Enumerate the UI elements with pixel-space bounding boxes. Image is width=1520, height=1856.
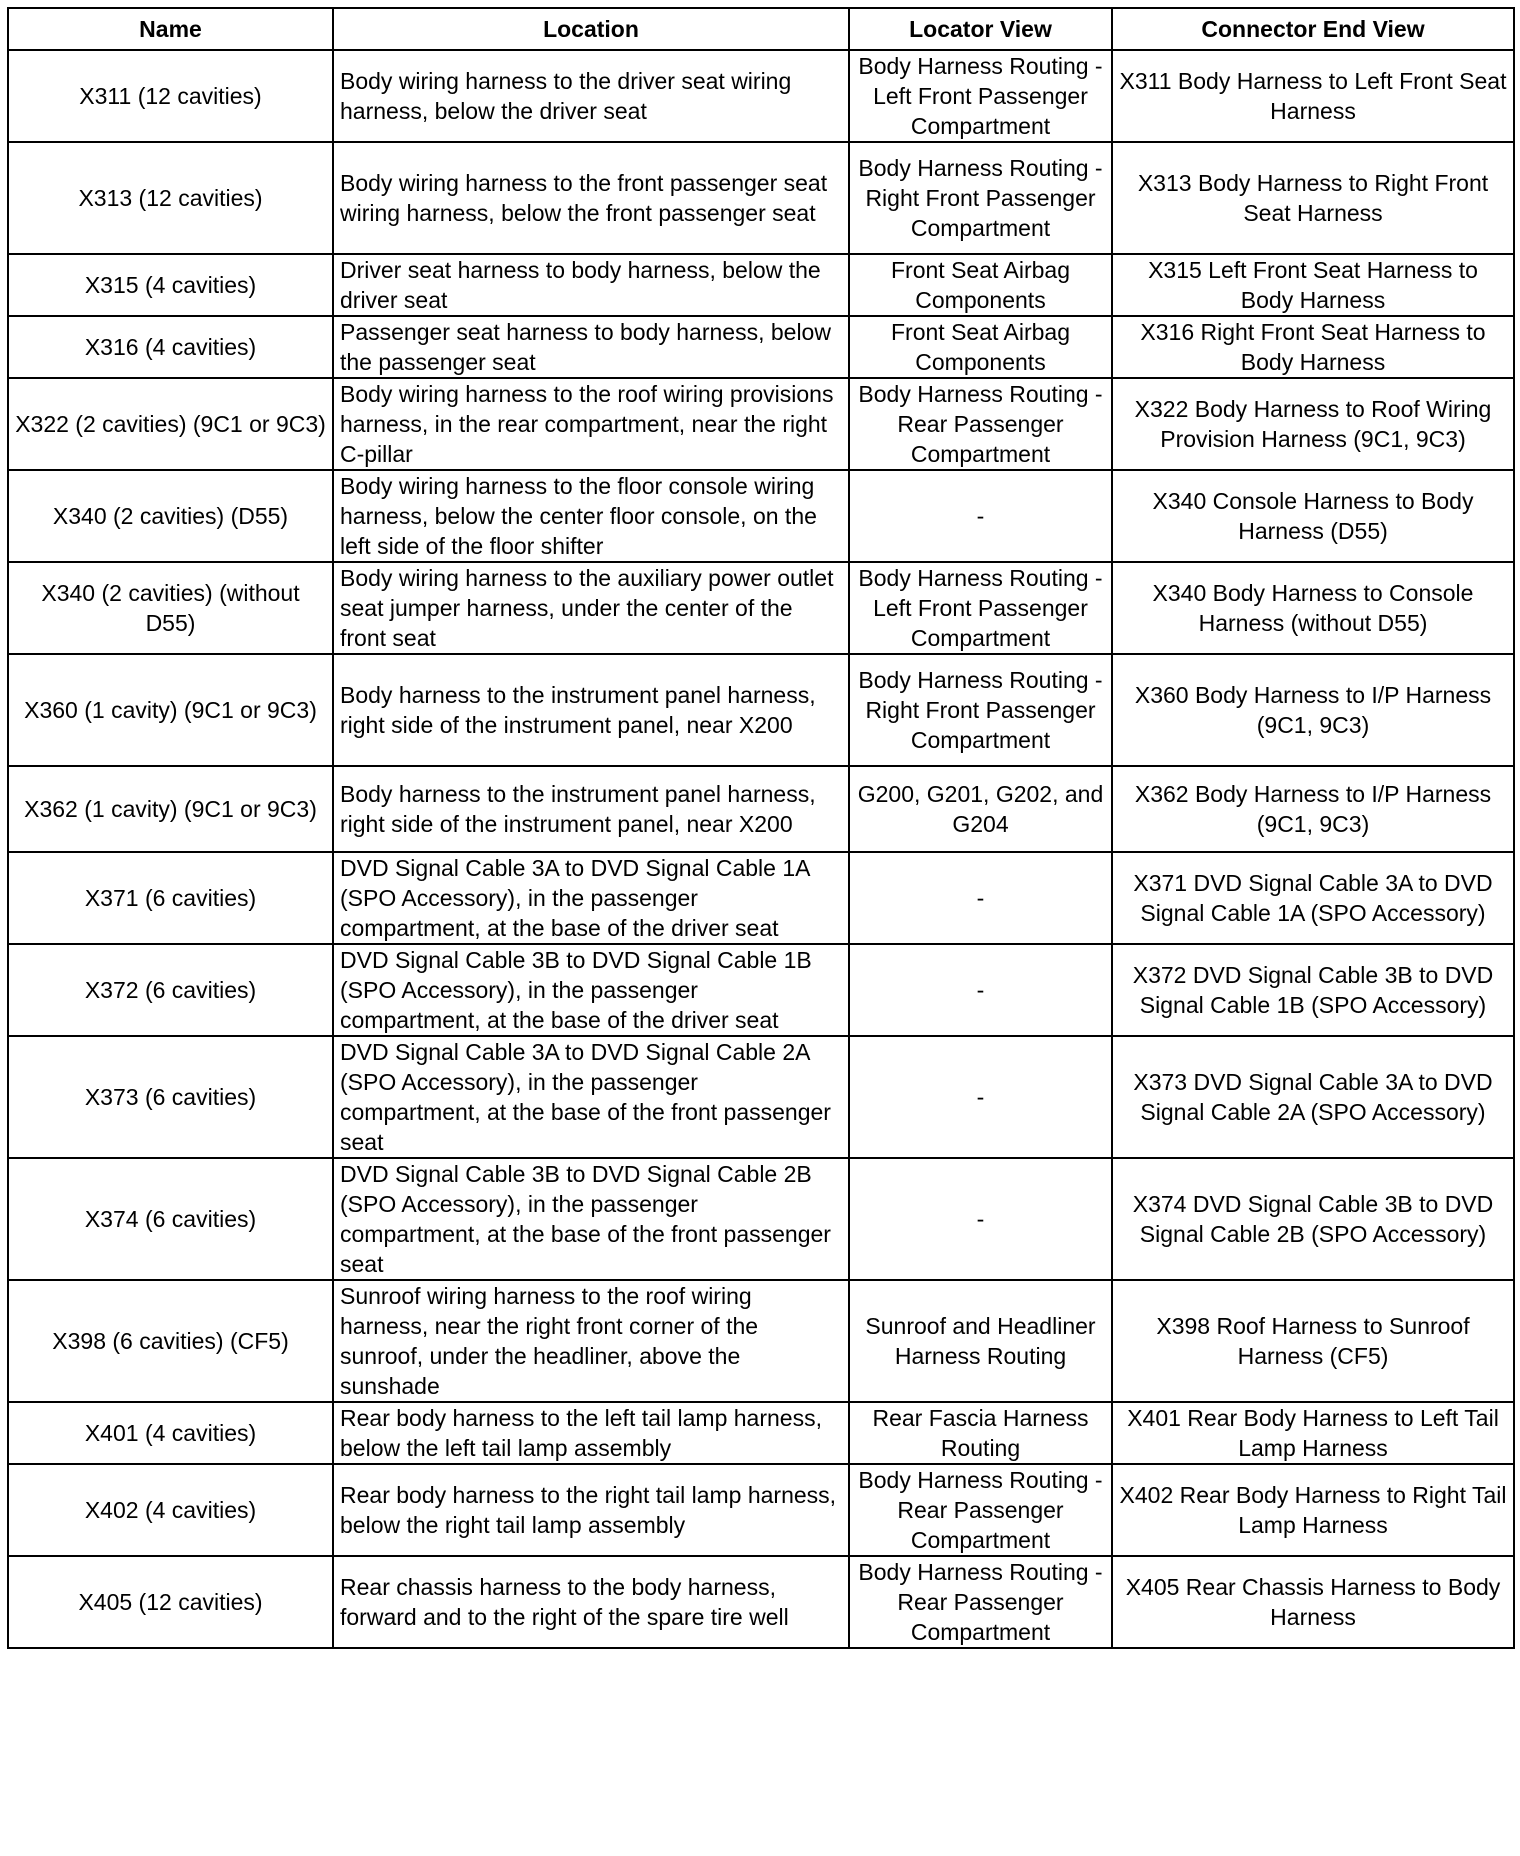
cell-connector-end-view: X313 Body Harness to Right Front Seat Harness <box>1112 142 1514 254</box>
table-row <box>8 254 1514 316</box>
cell-locator-view: Body Harness Routing - Right Front Passenger Compartment <box>849 142 1112 254</box>
connector-table-document <box>7 7 1515 1649</box>
cell-locator-view: - <box>849 470 1112 562</box>
cell-connector-end-view: X374 DVD Signal Cable 3B to DVD Signal Cable 2B (SPO Accessory) <box>1112 1158 1514 1280</box>
cell-location: Passenger seat harness to body harness, below the passenger seat <box>333 316 849 378</box>
cell-name: X372 (6 cavities) <box>8 944 333 1036</box>
cell-location: Body wiring harness to the roof wiring provisions harness, in the rear compartment, near the right C-pillar <box>333 378 849 470</box>
cell-location: DVD Signal Cable 3A to DVD Signal Cable 2A (SPO Accessory), in the passenger compartment, at the base of the front passenger seat <box>333 1036 849 1158</box>
cell-location: Body wiring harness to the floor console wiring harness, below the center floor console, on the left side of the floor shifter <box>333 470 849 562</box>
table-row <box>8 470 1514 562</box>
cell-connector-end-view: X372 DVD Signal Cable 3B to DVD Signal Cable 1B (SPO Accessory) <box>1112 944 1514 1036</box>
cell-connector-end-view: X340 Body Harness to Console Harness (without D55) <box>1112 562 1514 654</box>
header-row <box>8 8 1514 50</box>
cell-locator-view: Front Seat Airbag Components <box>849 254 1112 316</box>
table-row <box>8 50 1514 142</box>
cell-name: X398 (6 cavities) (CF5) <box>8 1280 333 1402</box>
table-row <box>8 562 1514 654</box>
cell-locator-view: Body Harness Routing - Left Front Passenger Compartment <box>849 562 1112 654</box>
cell-location: Rear body harness to the left tail lamp harness, below the left tail lamp assembly <box>333 1402 849 1464</box>
cell-connector-end-view: X315 Left Front Seat Harness to Body Harness <box>1112 254 1514 316</box>
cell-connector-end-view: X402 Rear Body Harness to Right Tail Lamp Harness <box>1112 1464 1514 1556</box>
cell-name: X322 (2 cavities) (9C1 or 9C3) <box>8 378 333 470</box>
table-row <box>8 1280 1514 1402</box>
cell-name: X373 (6 cavities) <box>8 1036 333 1158</box>
cell-locator-view: G200, G201, G202, and G204 <box>849 766 1112 852</box>
cell-locator-view: - <box>849 852 1112 944</box>
table-row <box>8 1464 1514 1556</box>
cell-name: X371 (6 cavities) <box>8 852 333 944</box>
cell-locator-view: - <box>849 1036 1112 1158</box>
cell-location: Rear chassis harness to the body harness, forward and to the right of the spare tire well <box>333 1556 849 1648</box>
cell-locator-view: Body Harness Routing - Rear Passenger Compartment <box>849 378 1112 470</box>
cell-name: X405 (12 cavities) <box>8 1556 333 1648</box>
table-row <box>8 766 1514 852</box>
cell-name: X313 (12 cavities) <box>8 142 333 254</box>
cell-locator-view: Body Harness Routing - Rear Passenger Compartment <box>849 1464 1112 1556</box>
cell-connector-end-view: X340 Console Harness to Body Harness (D55) <box>1112 470 1514 562</box>
cell-connector-end-view: X373 DVD Signal Cable 3A to DVD Signal Cable 2A (SPO Accessory) <box>1112 1036 1514 1158</box>
cell-locator-view: Body Harness Routing - Left Front Passenger Compartment <box>849 50 1112 142</box>
cell-location: Body wiring harness to the front passenger seat wiring harness, below the front passenger seat <box>333 142 849 254</box>
cell-location: DVD Signal Cable 3A to DVD Signal Cable 1A (SPO Accessory), in the passenger compartment, at the base of the driver seat <box>333 852 849 944</box>
cell-connector-end-view: X322 Body Harness to Roof Wiring Provision Harness (9C1, 9C3) <box>1112 378 1514 470</box>
cell-location: Body harness to the instrument panel harness, right side of the instrument panel, near X200 <box>333 654 849 766</box>
cell-locator-view: - <box>849 944 1112 1036</box>
table-row <box>8 378 1514 470</box>
cell-name: X362 (1 cavity) (9C1 or 9C3) <box>8 766 333 852</box>
cell-name: X311 (12 cavities) <box>8 50 333 142</box>
cell-name: X360 (1 cavity) (9C1 or 9C3) <box>8 654 333 766</box>
cell-connector-end-view: X405 Rear Chassis Harness to Body Harness <box>1112 1556 1514 1648</box>
table-row <box>8 316 1514 378</box>
table-row <box>8 1556 1514 1648</box>
cell-location: Body harness to the instrument panel harness, right side of the instrument panel, near X200 <box>333 766 849 852</box>
table-body <box>8 50 1514 1648</box>
cell-connector-end-view: X398 Roof Harness to Sunroof Harness (CF5) <box>1112 1280 1514 1402</box>
cell-location: Driver seat harness to body harness, below the driver seat <box>333 254 849 316</box>
cell-connector-end-view: X316 Right Front Seat Harness to Body Harness <box>1112 316 1514 378</box>
cell-connector-end-view: X371 DVD Signal Cable 3A to DVD Signal Cable 1A (SPO Accessory) <box>1112 852 1514 944</box>
connector-table <box>7 7 1515 1649</box>
cell-connector-end-view: X401 Rear Body Harness to Left Tail Lamp Harness <box>1112 1402 1514 1464</box>
cell-location: Body wiring harness to the driver seat wiring harness, below the driver seat <box>333 50 849 142</box>
cell-connector-end-view: X360 Body Harness to I/P Harness (9C1, 9C3) <box>1112 654 1514 766</box>
header-location: Location <box>333 8 849 50</box>
table-row <box>8 852 1514 944</box>
cell-location: DVD Signal Cable 3B to DVD Signal Cable 2B (SPO Accessory), in the passenger compartment, at the base of the front passenger seat <box>333 1158 849 1280</box>
cell-locator-view: Body Harness Routing - Right Front Passenger Compartment <box>849 654 1112 766</box>
cell-connector-end-view: X311 Body Harness to Left Front Seat Harness <box>1112 50 1514 142</box>
table-row <box>8 142 1514 254</box>
header-name: Name <box>8 8 333 50</box>
cell-location: Sunroof wiring harness to the roof wiring harness, near the right front corner of the sunroof, under the headliner, above the sunshade <box>333 1280 849 1402</box>
header-locator-view: Locator View <box>849 8 1112 50</box>
table-row <box>8 1036 1514 1158</box>
cell-locator-view: Front Seat Airbag Components <box>849 316 1112 378</box>
cell-location: Body wiring harness to the auxiliary power outlet seat jumper harness, under the center of the front seat <box>333 562 849 654</box>
cell-name: X374 (6 cavities) <box>8 1158 333 1280</box>
cell-name: X316 (4 cavities) <box>8 316 333 378</box>
cell-location: Rear body harness to the right tail lamp harness, below the right tail lamp assembly <box>333 1464 849 1556</box>
cell-locator-view: Rear Fascia Harness Routing <box>849 1402 1112 1464</box>
cell-name: X340 (2 cavities) (without D55) <box>8 562 333 654</box>
table-row <box>8 1402 1514 1464</box>
cell-name: X340 (2 cavities) (D55) <box>8 470 333 562</box>
cell-locator-view: - <box>849 1158 1112 1280</box>
cell-name: X315 (4 cavities) <box>8 254 333 316</box>
cell-locator-view: Sunroof and Headliner Harness Routing <box>849 1280 1112 1402</box>
cell-location: DVD Signal Cable 3B to DVD Signal Cable 1B (SPO Accessory), in the passenger compartment, at the base of the driver seat <box>333 944 849 1036</box>
cell-name: X401 (4 cavities) <box>8 1402 333 1464</box>
cell-locator-view: Body Harness Routing - Rear Passenger Compartment <box>849 1556 1112 1648</box>
table-row <box>8 1158 1514 1280</box>
table-row <box>8 654 1514 766</box>
cell-connector-end-view: X362 Body Harness to I/P Harness (9C1, 9C3) <box>1112 766 1514 852</box>
header-connector-end-view: Connector End View <box>1112 8 1514 50</box>
table-row <box>8 944 1514 1036</box>
cell-name: X402 (4 cavities) <box>8 1464 333 1556</box>
